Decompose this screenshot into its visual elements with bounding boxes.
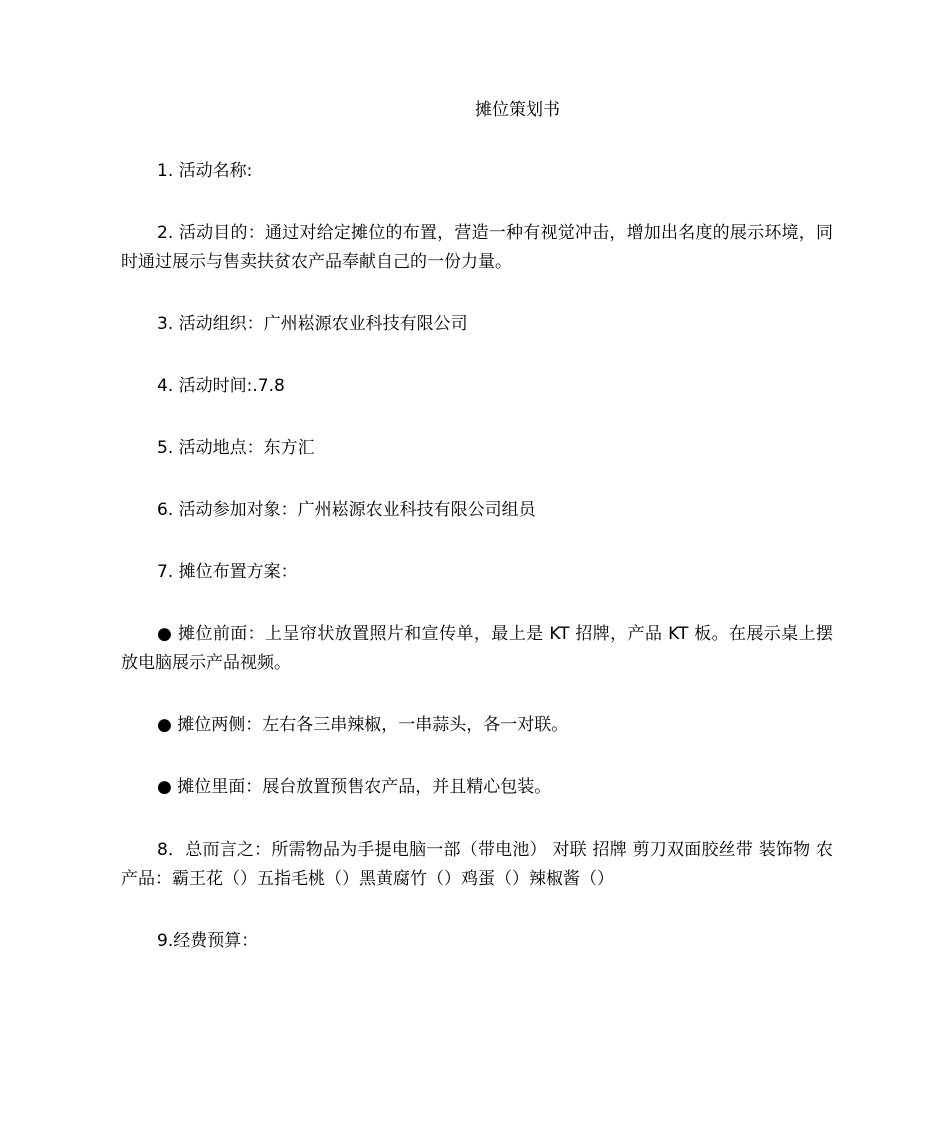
paragraph-activity-name: 1. 活动名称: — [157, 161, 253, 181]
paragraph-activity-purpose: 2. 活动目的：通过对给定摊位的布置，营造一种有视觉冲击，增加出名度的展示环境，同时通过展示与售卖扶贫农产品奉献自己的一份力量。 — [121, 223, 833, 272]
paragraph-budget: 9.经费预算： — [157, 931, 259, 951]
paragraph-activity-time: 4. 活动时间:.7.8 — [157, 376, 285, 396]
paragraph-participants: 6. 活动参加对象：广州崧源农业科技有限公司组员 — [157, 500, 536, 520]
bullet-booth-front: ● 摊位前面：上呈帘状放置照片和宣传单，最上是 KT 招牌，产品 KT 板。在展示桌上摆放电脑展示产品视频。 — [121, 624, 833, 673]
bullet-booth-sides: ● 摊位两侧：左右各三串辣椒，一串蒜头，各一对联。 — [157, 715, 569, 735]
paragraph-summary: 8．总而言之：所需物品为手提电脑一部（带电池） 对联 招牌 剪刀双面胶丝带 装饰物 农产品：霸王花（）五指毛桃（）黑黄腐竹（）鸡蛋（）辣椒酱（） — [121, 840, 833, 889]
paragraph-activity-location: 5. 活动地点：东方汇 — [157, 438, 315, 458]
bullet-booth-inside: ● 摊位里面：展台放置预售农产品，并且精心包装。 — [157, 777, 552, 797]
document-title: 摊位策划书 — [475, 100, 560, 120]
paragraph-layout-plan: 7. 摊位布置方案： — [157, 562, 298, 582]
paragraph-activity-organizer: 3. 活动组织：广州崧源农业科技有限公司 — [157, 314, 468, 334]
